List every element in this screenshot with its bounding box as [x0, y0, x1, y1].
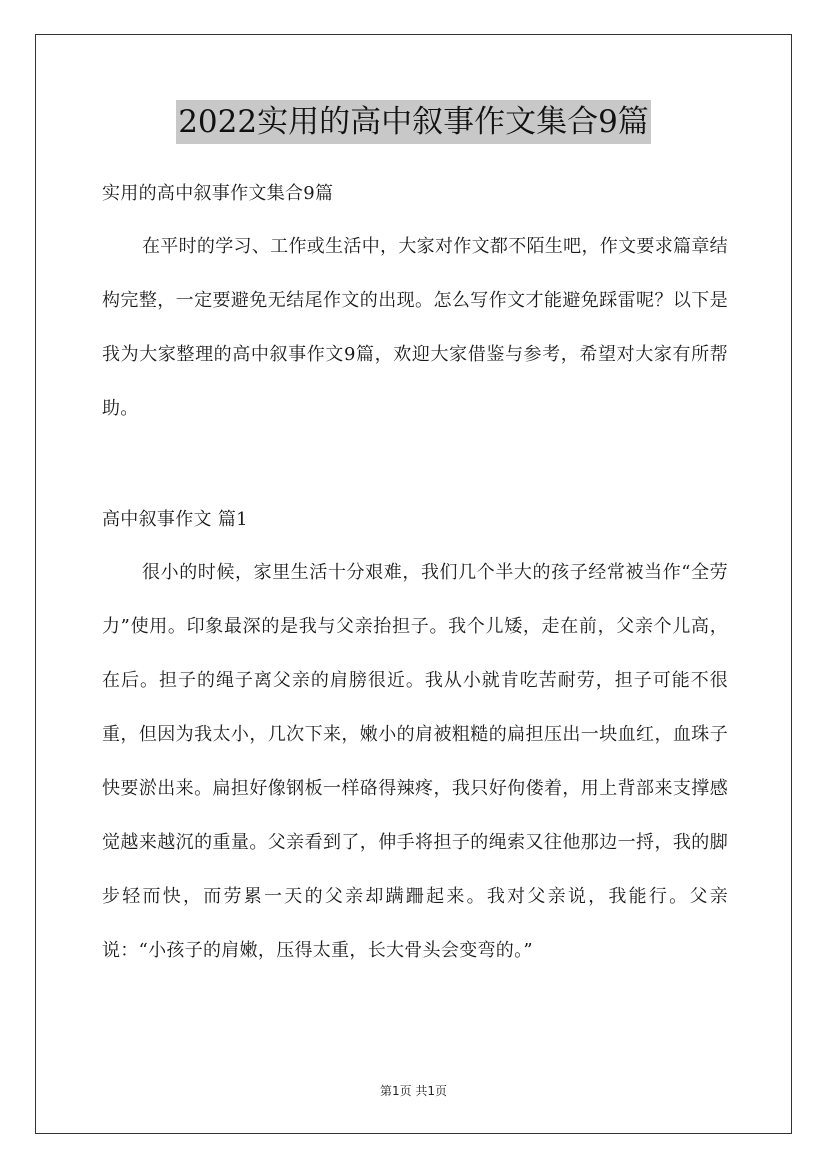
body-paragraph: 很小的时候，家里生活十分艰难，我们几个半大的孩子经常被当作“全劳力”使用。印象最深的是我与父亲抬担子。我个儿矮，走在前，父亲个儿高，在后。担子的绳子离父亲的肩膀很近。我从小就肯吃苦耐劳，担子可能不很重，但因为我太小，几次下来，嫩小的肩被粗糙的扁担压出一块血红，血珠子快要淤出来。扁担好像钢板一样硌得辣疼，我只好佝偻着，用上背部来支撑感觉越来越沉的重量。父亲看到了，伸手将担子的绳索又往他那边一捋，我的脚步轻而快，而劳累一天的父亲却蹒跚起来。我对父亲说，我能行。父亲说：“小孩子的肩嫩，压得太重，长大骨头会变弯的。” [102, 562, 728, 961]
title-container [0, 100, 827, 144]
document-title: 2022实用的高中叙事作文集合9篇 [176, 100, 651, 144]
section-heading: 高中叙事作文 篇1 [102, 509, 248, 530]
page-footer: 第1页 共1页 [379, 1084, 448, 1098]
intro-paragraph: 在平时的学习、工作或生活中，大家对作文都不陌生吧，作文要求篇章结构完整，一定要避免无结尾作文的出现。怎么写作文才能避免踩雷呢？以下是我为大家整理的高中叙事作文9篇，欢迎大家借鉴与参考，希望对大家有所帮助。 [102, 236, 728, 419]
document-subtitle: 实用的高中叙事作文集合9篇 [102, 183, 334, 204]
